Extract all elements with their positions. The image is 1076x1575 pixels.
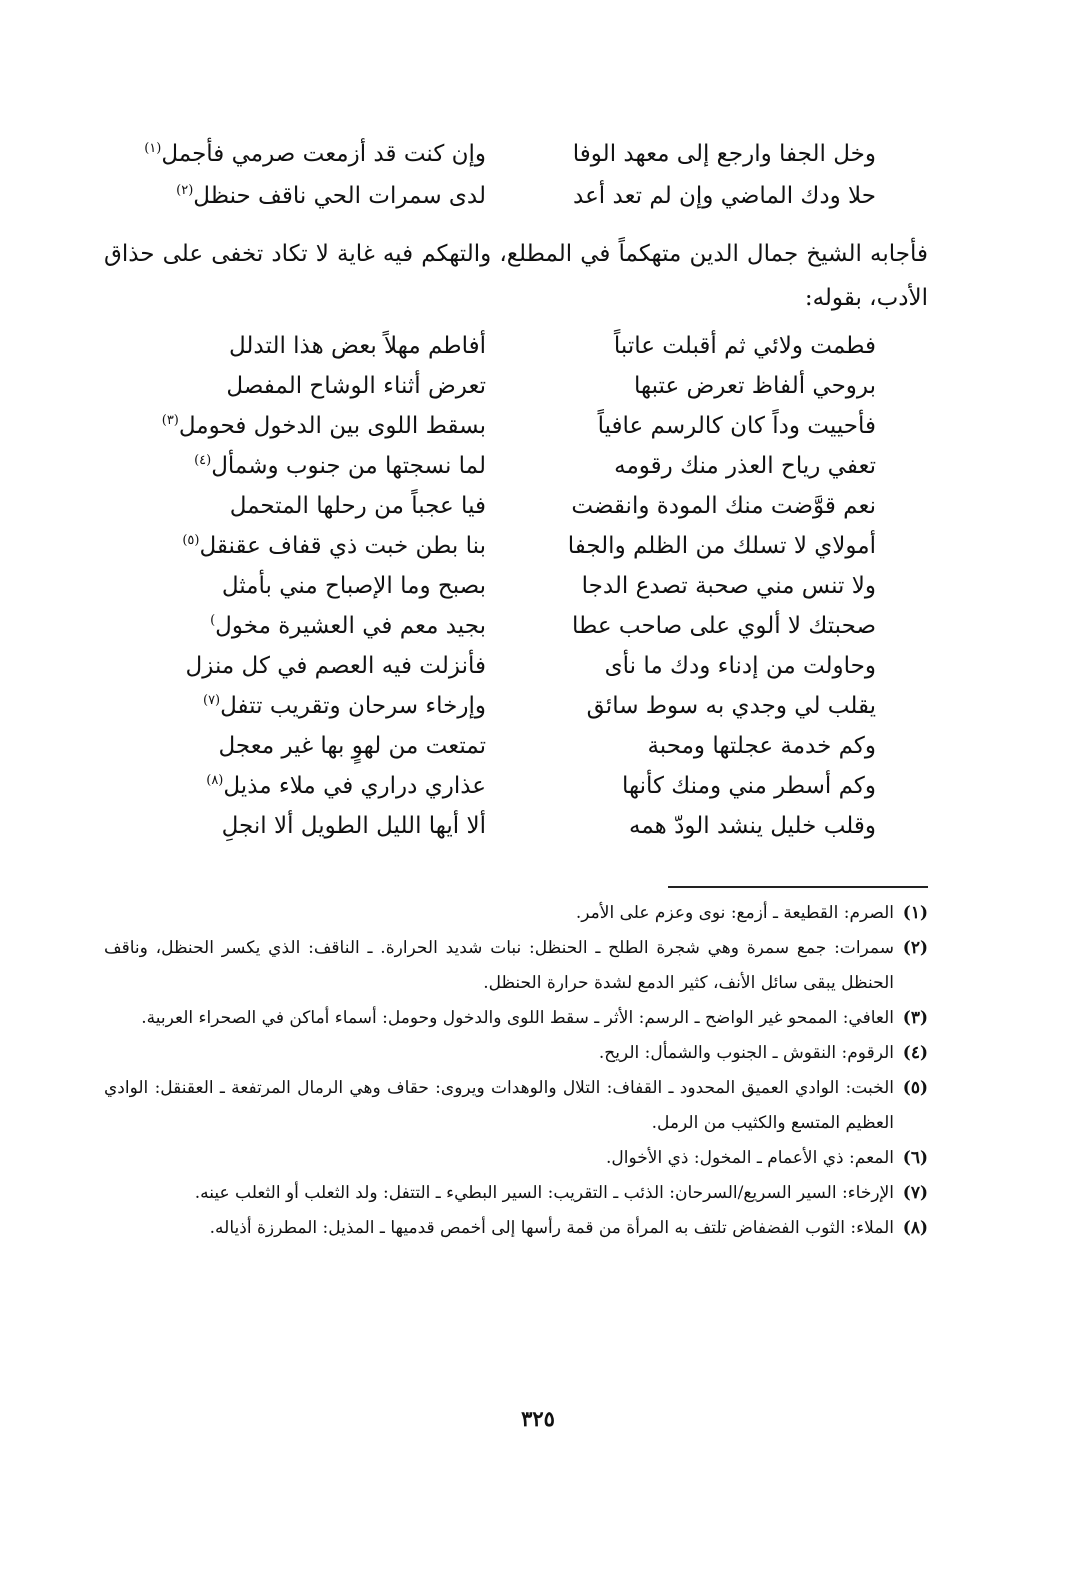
hemistich-second xyxy=(156,446,486,486)
hemistich-text: تمتعت من لهوٍ بها غير معجل xyxy=(218,733,486,759)
hemistich-text: عذاري دراري في ملاء مذيل xyxy=(223,773,486,799)
hemistich-text: بنا بطن خبت ذي قفاف عقنقل xyxy=(199,533,486,559)
opening-verse-2 xyxy=(156,176,876,216)
footnote-text: الملاء: الثوب الفضفاض تلتف به المرأة من قمة رأسها إلى أخمص قدميها ـ المذيل: المطرزة أذياله. xyxy=(209,1218,894,1238)
hemistich-first: وكم خدمة عجلتها ومحبة xyxy=(647,733,876,759)
footnote-ref: (٣) xyxy=(161,413,179,428)
footnote xyxy=(104,896,928,931)
poem-verse-10 xyxy=(156,686,876,726)
hemistich-first: بروحي ألفاظ تعرض عتبها xyxy=(633,373,876,399)
hemistich-text: وإرخاء سرحان وتقريب تتفل xyxy=(220,693,486,719)
hemistich-text: بجيد معم في العشيرة مخول xyxy=(215,613,486,639)
poem-verse-4 xyxy=(156,446,876,486)
footnote-ref: (٧) xyxy=(202,693,221,708)
hemistich-text: تعرض أثناء الوشاح المفصل xyxy=(226,373,486,399)
footnote-text: المعم: ذي الأعمام ـ المخول: ذي الأخوال. xyxy=(606,1148,894,1168)
hemistich-second xyxy=(156,806,486,846)
footnote-number: (٤) xyxy=(902,1043,928,1063)
hemistich-second xyxy=(156,726,486,766)
poem-verse-3 xyxy=(156,406,876,446)
poem-verse-11 xyxy=(156,726,876,766)
footnote xyxy=(104,1141,928,1176)
footnote-number: (٣) xyxy=(902,1008,928,1028)
footnote xyxy=(104,1071,928,1141)
footnote-ref: (٤) xyxy=(194,453,212,468)
footnote-text: العافي: الممحو غير الواضح ـ الرسم: الأثر ـ سقط اللوى والدخول وحومل: أسماء أماكن في الصحراء العربية. xyxy=(141,1008,894,1028)
footnote-text: الصرم: القطيعة ـ أزمع: نوى وعزم على الأمر. xyxy=(575,903,894,923)
poem-verse-9 xyxy=(156,646,876,686)
hemistich-second xyxy=(156,176,486,216)
poem-verse-13 xyxy=(156,806,876,846)
hemistich-first: وخل الجفا وارجع إلى معهد الوفا xyxy=(572,141,876,167)
hemistich-text: وإن كنت قد أزمعت صرمي فأجمل xyxy=(161,141,486,167)
footnote-number: (٦) xyxy=(902,1148,928,1168)
opening-verse-1 xyxy=(144,134,876,174)
hemistich-second xyxy=(156,766,486,806)
footnote xyxy=(104,1211,928,1246)
page-number: ٣٢٥ xyxy=(521,1406,555,1431)
hemistich-text: أفاطم مهلاً بعض هذا التدلل xyxy=(229,333,486,359)
hemistich-second xyxy=(156,326,486,366)
hemistich-second xyxy=(156,646,486,686)
footnote-number: (٧) xyxy=(902,1183,928,1203)
hemistich-second xyxy=(156,606,486,646)
hemistich-second xyxy=(156,526,486,566)
footnote-ref: ) xyxy=(210,613,216,628)
footnote-number: (٥) xyxy=(902,1078,928,1098)
footnote-ref: (٨) xyxy=(206,773,224,788)
hemistich-text: ألا أيها الليل الطويل ألا انجلِ xyxy=(221,813,486,839)
hemistich-first: حلا ودك الماضي وإن لم تعد أعد xyxy=(573,183,876,209)
hemistich-first: أمولاي لا تسلك من الظلم والجفا xyxy=(567,533,876,559)
footnote-number: (١) xyxy=(902,903,928,923)
footnote xyxy=(104,1176,928,1211)
footnote xyxy=(104,1036,928,1071)
footnote-text: الرقوم: النقوش ـ الجنوب والشمأل: الريح. xyxy=(598,1043,894,1063)
footnote xyxy=(104,931,928,1001)
footnote-ref: (٢) xyxy=(176,183,194,198)
poem-verse-5 xyxy=(156,486,876,526)
hemistich-second xyxy=(156,486,486,526)
poem-verse-7 xyxy=(156,566,876,606)
footnote-text: سمرات: جمع سمرة وهي شجرة الطلح ـ الحنظل: نبات شديد الحرارة. ـ الناقف: الذي يكسر الحنظل، وناقف الحنظل يبقى سائل الأنف، كثير الدمع لشدة حرارة الحنظل. xyxy=(104,938,894,993)
hemistich-text: بصبح وما الإصباح مني بأمثل xyxy=(221,573,486,599)
hemistich-second xyxy=(156,686,486,726)
hemistich-second xyxy=(156,406,486,446)
poem-verse-6 xyxy=(156,526,876,566)
poem-verse-1 xyxy=(156,326,876,366)
prose-paragraph: فأجابه الشيخ جمال الدين متهكماً في المطلع، والتهكم فيه غاية لا تكاد تخفى على حذاق الأدب، بقوله: xyxy=(104,241,928,311)
hemistich-first: نعم قوَّضت منك المودة وانقضت xyxy=(571,493,876,519)
footnote-text: الخبت: الوادي العميق المحدود ـ القفاف: التلال والوهدات ويروى: حقاف وهي الرمال المرتفعة ـ العقنقل: الوادي العظيم المتسع والكثيب من الرمل. xyxy=(104,1078,894,1133)
hemistich-text: فيا عجباً من رحلها المتحمل xyxy=(229,493,486,519)
hemistich-text: بسقط اللوى بين الدخول فحومل xyxy=(178,413,486,439)
footnote xyxy=(104,1001,928,1036)
footnotes xyxy=(104,896,928,1246)
hemistich-first: فطمت ولائي ثم أقبلت عاتباً xyxy=(613,333,876,359)
hemistich-first: وحاولت من إدناء ودك ما نأى xyxy=(604,653,876,679)
hemistich-second xyxy=(144,134,486,174)
hemistich-first: فأحييت وداً كان كالرسم عافياً xyxy=(597,413,876,439)
footnote-number: (٨) xyxy=(902,1218,928,1238)
hemistich-first: وقلب خليل ينشد الودّ همه xyxy=(629,813,876,839)
hemistich-first: صحبتك لا ألوي على صاحب عطا xyxy=(571,613,876,639)
hemistich-second xyxy=(156,566,486,606)
poem-verse-2 xyxy=(156,366,876,406)
footnote-number: (٢) xyxy=(902,938,928,958)
hemistich-first: وكم أسطر مني ومنك كأنها xyxy=(622,773,876,799)
poem-verse-8 xyxy=(156,606,876,646)
hemistich-first: يقلب لي وجدي به سوط سائق xyxy=(586,693,876,719)
hemistich-text: لما نسجتها من جنوب وشمأل xyxy=(211,453,486,479)
hemistich-first: تعفي رياح العذر منك رقومه xyxy=(614,453,876,479)
poem-verse-12 xyxy=(156,766,876,806)
hemistich-text: لدى سمرات الحي ناقف حنظل xyxy=(193,183,486,209)
hemistich-first: ولا تنس مني صحبة تصدع الدجا xyxy=(581,573,876,599)
footnote-ref: (١) xyxy=(144,141,162,156)
hemistich-second xyxy=(156,366,486,406)
footnote-divider xyxy=(668,886,928,888)
footnote-text: الإرخاء: السير السريع/السرحان: الذئب ـ التقريب: السير البطيء ـ التتفل: ولد الثعلب أو الثعلب عينه. xyxy=(194,1183,894,1203)
hemistich-text: فأنزلت فيه العصم في كل منزل xyxy=(185,653,486,679)
footnote-ref: (٥) xyxy=(182,533,200,548)
